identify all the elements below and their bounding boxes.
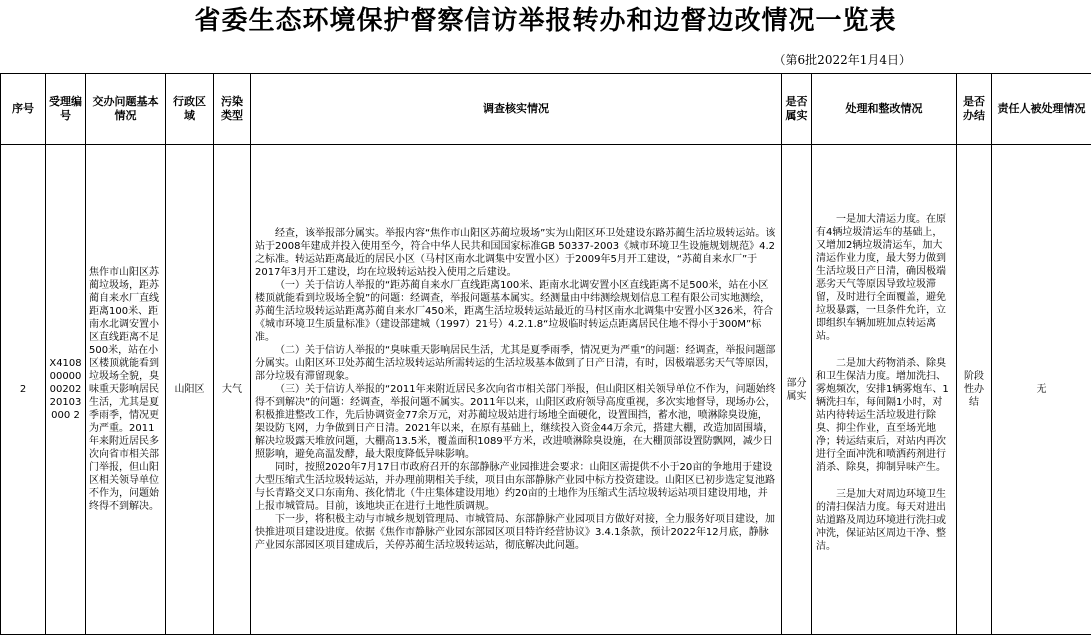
header-handling: 处理和整改情况 [812, 74, 957, 145]
cell-id: X4108000000020220103000 2 [46, 145, 86, 635]
investigation-para: （二）关于信访人举报的“臭味重天影响居民生活，尤其是夏季雨季，情况更为严重”的问题：经调查，举报问题部分属实。山阳区环卫处苏蔺生活垃圾转运站所需转运的生活垃圾基本做到了日产日清，有时，因极端恶劣天气等原因，部分垃圾有滞留现象。 [255, 344, 777, 383]
cell-region: 山阳区 [166, 145, 214, 635]
header-investigation: 调查核实情况 [251, 74, 782, 145]
cell-handling [812, 145, 957, 635]
investigation-para: 下一步，将积极主动与市城乡规划管理局、市城管局、东部静脉产业园项目方做好对接，全力服务好项目建设，加快推进项目建设进度。依据《焦作市静脉产业园东部园区项目特许经营协议》3.4.1条款，预计2022年12月底，静脉产业园东部园区项目建成后，关停苏蔺生活垃圾转运站，彻底解决此问题。 [255, 513, 777, 552]
cell-investigation [251, 145, 782, 635]
page-title: 省委生态环境保护督察信访举报转办和边督边改情况一览表 [0, 0, 1091, 50]
investigation-para: 同时，按照2020年7月17日市政府召开的东部静脉产业园推进会要求：山阳区需提供不小于20亩的争地用于建设大型压缩式生活垃圾转运站，并办理前期相关手续，项目由东部静脉产业园中标方投资建设。山阳区已初步选定复池路与长青路交叉口东南角、孩化情北（牛庄集体建设用地）约20亩的土地作为压缩式生活垃圾转运站项目建设用地，并上报市城管局。目前，该地块正在进行土地性质调规。 [255, 461, 777, 513]
batch-date: （第6批2022年1月4日） [774, 52, 911, 68]
handling-para: 二是加大药物消杀、除臭和卫生保洁力度。增加洗扫、雾炮频次，安排1辆雾炮车、1辆洗扫车，每间隔1小时，对站内待转运生活垃圾进行除臭、抑尘作业，直至场光地净；转运结束后，对站内再次进行全面冲洗和喷洒药剂进行消杀、除臭，抑制异味产生。 [816, 357, 952, 474]
header-verified: 是否属实 [782, 74, 812, 145]
header-pollution: 污染类型 [214, 74, 251, 145]
handling-para: 三是加大对周边环境卫生的清扫保洁力度。每天对进出站道路及周边环境进行洗扫或冲洗，保证站区周边干净、整洁。 [816, 488, 952, 553]
report-table [0, 73, 1091, 635]
cell-done: 阶段性办结 [957, 145, 992, 635]
investigation-para: （一）关于信访人举报的“距苏蔺自来水厂直线距离100米、距南水北调安置小区直线距离不足500米，站在小区楼顶就能看到垃圾场全貌”的问题：经调查，举报问题基本属实。经测量由中纬测绘规划信息工程有限公司实地测绘，苏蔺生活垃圾转运站距离苏蔺自来水厂450米，距离生活垃圾转运站最近的马村区南水北调集中安置小区326米，符合《城市环境卫生质量标准》（建设部建城（1997）21号）4.2.1.8“垃圾临时转运点距离居民住地不得小于300M”标准。 [255, 279, 777, 344]
header-seq: 序号 [1, 74, 46, 145]
header-accountability: 责任人被处理情况 [992, 74, 1091, 145]
cell-verified: 部分属实 [782, 145, 812, 635]
cell-accountability: 无 [992, 145, 1091, 635]
header-row [1, 74, 1091, 145]
table-row [1, 145, 1091, 635]
header-done: 是否办结 [957, 74, 992, 145]
header-region: 行政区域 [166, 74, 214, 145]
investigation-para: 经查，该举报部分属实。举报内容“焦作市山阳区苏蔺垃圾场”实为山阳区环卫处建设东路苏蔺生活垃圾转运站。该站于2008年建成并投入使用至今，符合中华人民共和国国家标准GB 50337-2003《城市环境卫生设施规划规范》4.2之标准。转运站距离最近的居民小区（马村区南水北调集中安置小区）于2009年5月开工建设，“苏蔺自来水厂”于2017年3月开工建设，均在垃圾转运站投入使用之后建设。 [255, 227, 777, 279]
handling-para: 一是加大清运力度。在原有4辆垃圾清运车的基础上，又增加2辆垃圾清运车，加大清运作业力度，最大努力做到生活垃圾日产日清，确因极端恶劣天气等原因导致垃圾滞留，及时进行全面覆盖，避免垃圾暴露，一旦条件允许，立即组织车辆加班加点转运离站。 [816, 213, 952, 343]
cell-pollution: 大气 [214, 145, 251, 635]
cell-seq: 2 [1, 145, 46, 635]
header-issue: 交办问题基本情况 [86, 74, 166, 145]
cell-issue: 焦作市山阳区苏蔺垃圾场，距苏蔺自来水厂直线距离100米、距南水北调安置小区直线距离不足500米，站在小区楼顶就能看到垃圾场全貌，臭味重天影响居民生活，尤其是夏季雨季，情况更为严重。2011年来附近居民多次向省市相关部门举报，但山阳区相关领导单位不作为，问题始终得不到解决。 [86, 145, 166, 635]
header-id: 受理编号 [46, 74, 86, 145]
investigation-para: （三）关于信访人举报的“2011年来附近居民多次向省市相关部门举报，但山阳区相关领导单位不作为，问题始终得不到解决”的问题：经调查，举报问题不属实。2011年以来，山阳区政府领导高度重视，多次实地督导，现场办公，积极推进整改工作，先后协调资金77余万元，对苏蔺垃圾站进行场地全面硬化，设置围挡，蓄水池，喷淋除臭设施，架设防飞网，力争做到日产日清。2021年以来，在原有基础上，继续投入资金44万余元，搭建大棚，改造加固围墙，解决垃圾露天堆放问题，大棚高13.5米，覆盖面积1089平方米，改进喷淋除臭设施，在大棚顶部设置防飘网，减少日照影响，避免高温发酵，最大限度降低异味影响。 [255, 383, 777, 461]
